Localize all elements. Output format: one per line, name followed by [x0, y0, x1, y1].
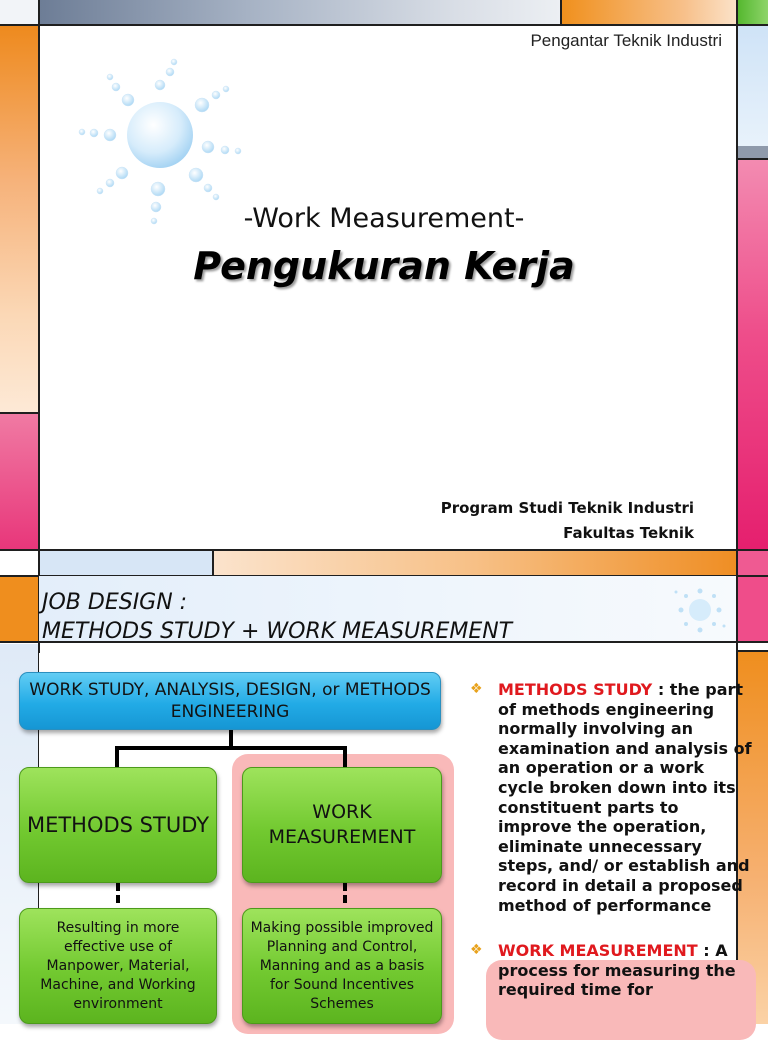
bullet-term: METHODS STUDY	[498, 680, 653, 699]
bullet-text: : the part of methods engineering normally involving an examination and analysis of an operation or a work cycle broken down into its constituent parts to improve the operation, eliminate unnecessary steps, and/ or establish and record in detail a proposed method of performance	[498, 680, 752, 915]
small-sun-icon	[668, 582, 730, 638]
program-info	[441, 496, 694, 546]
connector-left-dot-2	[116, 895, 120, 903]
frame-line-top-split	[560, 0, 562, 24]
connector-right-dot-2	[343, 895, 347, 903]
connector-right-drop	[343, 746, 347, 768]
connector-horizontal	[115, 746, 347, 750]
course-header: Pengantar Teknik Industri	[530, 31, 722, 50]
program-line-2: Fakultas Teknik	[563, 524, 694, 542]
definition-bullets	[470, 680, 754, 1000]
slide-subtitle: -Work Measurement-	[243, 203, 525, 234]
work-result-box: Making possible improved Planning and Control, Manning and as a basis for Sound Incentives Schemes	[242, 908, 442, 1024]
frame-line-sep-split	[212, 551, 214, 575]
diamond-bullet-icon: ❖	[470, 681, 483, 697]
separator-pink-block	[738, 551, 768, 575]
frame-line-left-split	[0, 412, 38, 414]
frame-line-right-split	[736, 158, 768, 160]
separator-blue-bar	[40, 551, 212, 575]
bullet-term: WORK MEASUREMENT	[498, 941, 698, 961]
connector-left-drop	[115, 746, 119, 768]
connector-left-dot-1	[116, 883, 120, 891]
bullet-text: : A process for measuring the required time for	[498, 941, 736, 1000]
separator-left	[0, 551, 38, 575]
diamond-bullet-icon: ❖	[470, 942, 483, 959]
left-pink-column	[0, 414, 38, 550]
slide2-title	[42, 588, 512, 646]
right-gray-divider	[738, 146, 768, 158]
bullet-methods-study	[470, 680, 754, 915]
connector-right-dot-1	[343, 883, 347, 891]
slide2-title-line-1: JOB DESIGN :	[42, 590, 188, 615]
connector-top	[229, 729, 233, 747]
slide2-title-line-2: METHODS STUDY + WORK MEASUREMENT	[42, 619, 513, 644]
right-blue-column	[738, 26, 768, 146]
slide-title: Pengukuran Kerja	[193, 244, 575, 288]
top-gradient-bar	[40, 0, 560, 24]
slide2-left-orange	[0, 577, 38, 641]
top-orange-bar	[562, 0, 736, 24]
methods-study-box: METHODS STUDY	[19, 767, 217, 883]
frame-line-slide2-right	[736, 650, 768, 652]
top-green-block	[738, 0, 768, 24]
program-line-1: Program Studi Teknik Industri	[440, 499, 694, 517]
work-study-box: WORK STUDY, ANALYSIS, DESIGN, or METHODS ENGINEERING	[19, 672, 441, 730]
separator-orange-bar	[214, 551, 736, 575]
top-left-block	[0, 0, 38, 24]
frame-line-top	[0, 24, 768, 26]
slide2-right-pink	[738, 577, 768, 641]
work-measurement-box: WORK MEASUREMENT	[242, 767, 442, 883]
bullet-work-measurement	[470, 941, 754, 1000]
methods-result-box: Resulting in more effective use of Manpower, Material, Machine, and Working environment	[19, 908, 217, 1024]
